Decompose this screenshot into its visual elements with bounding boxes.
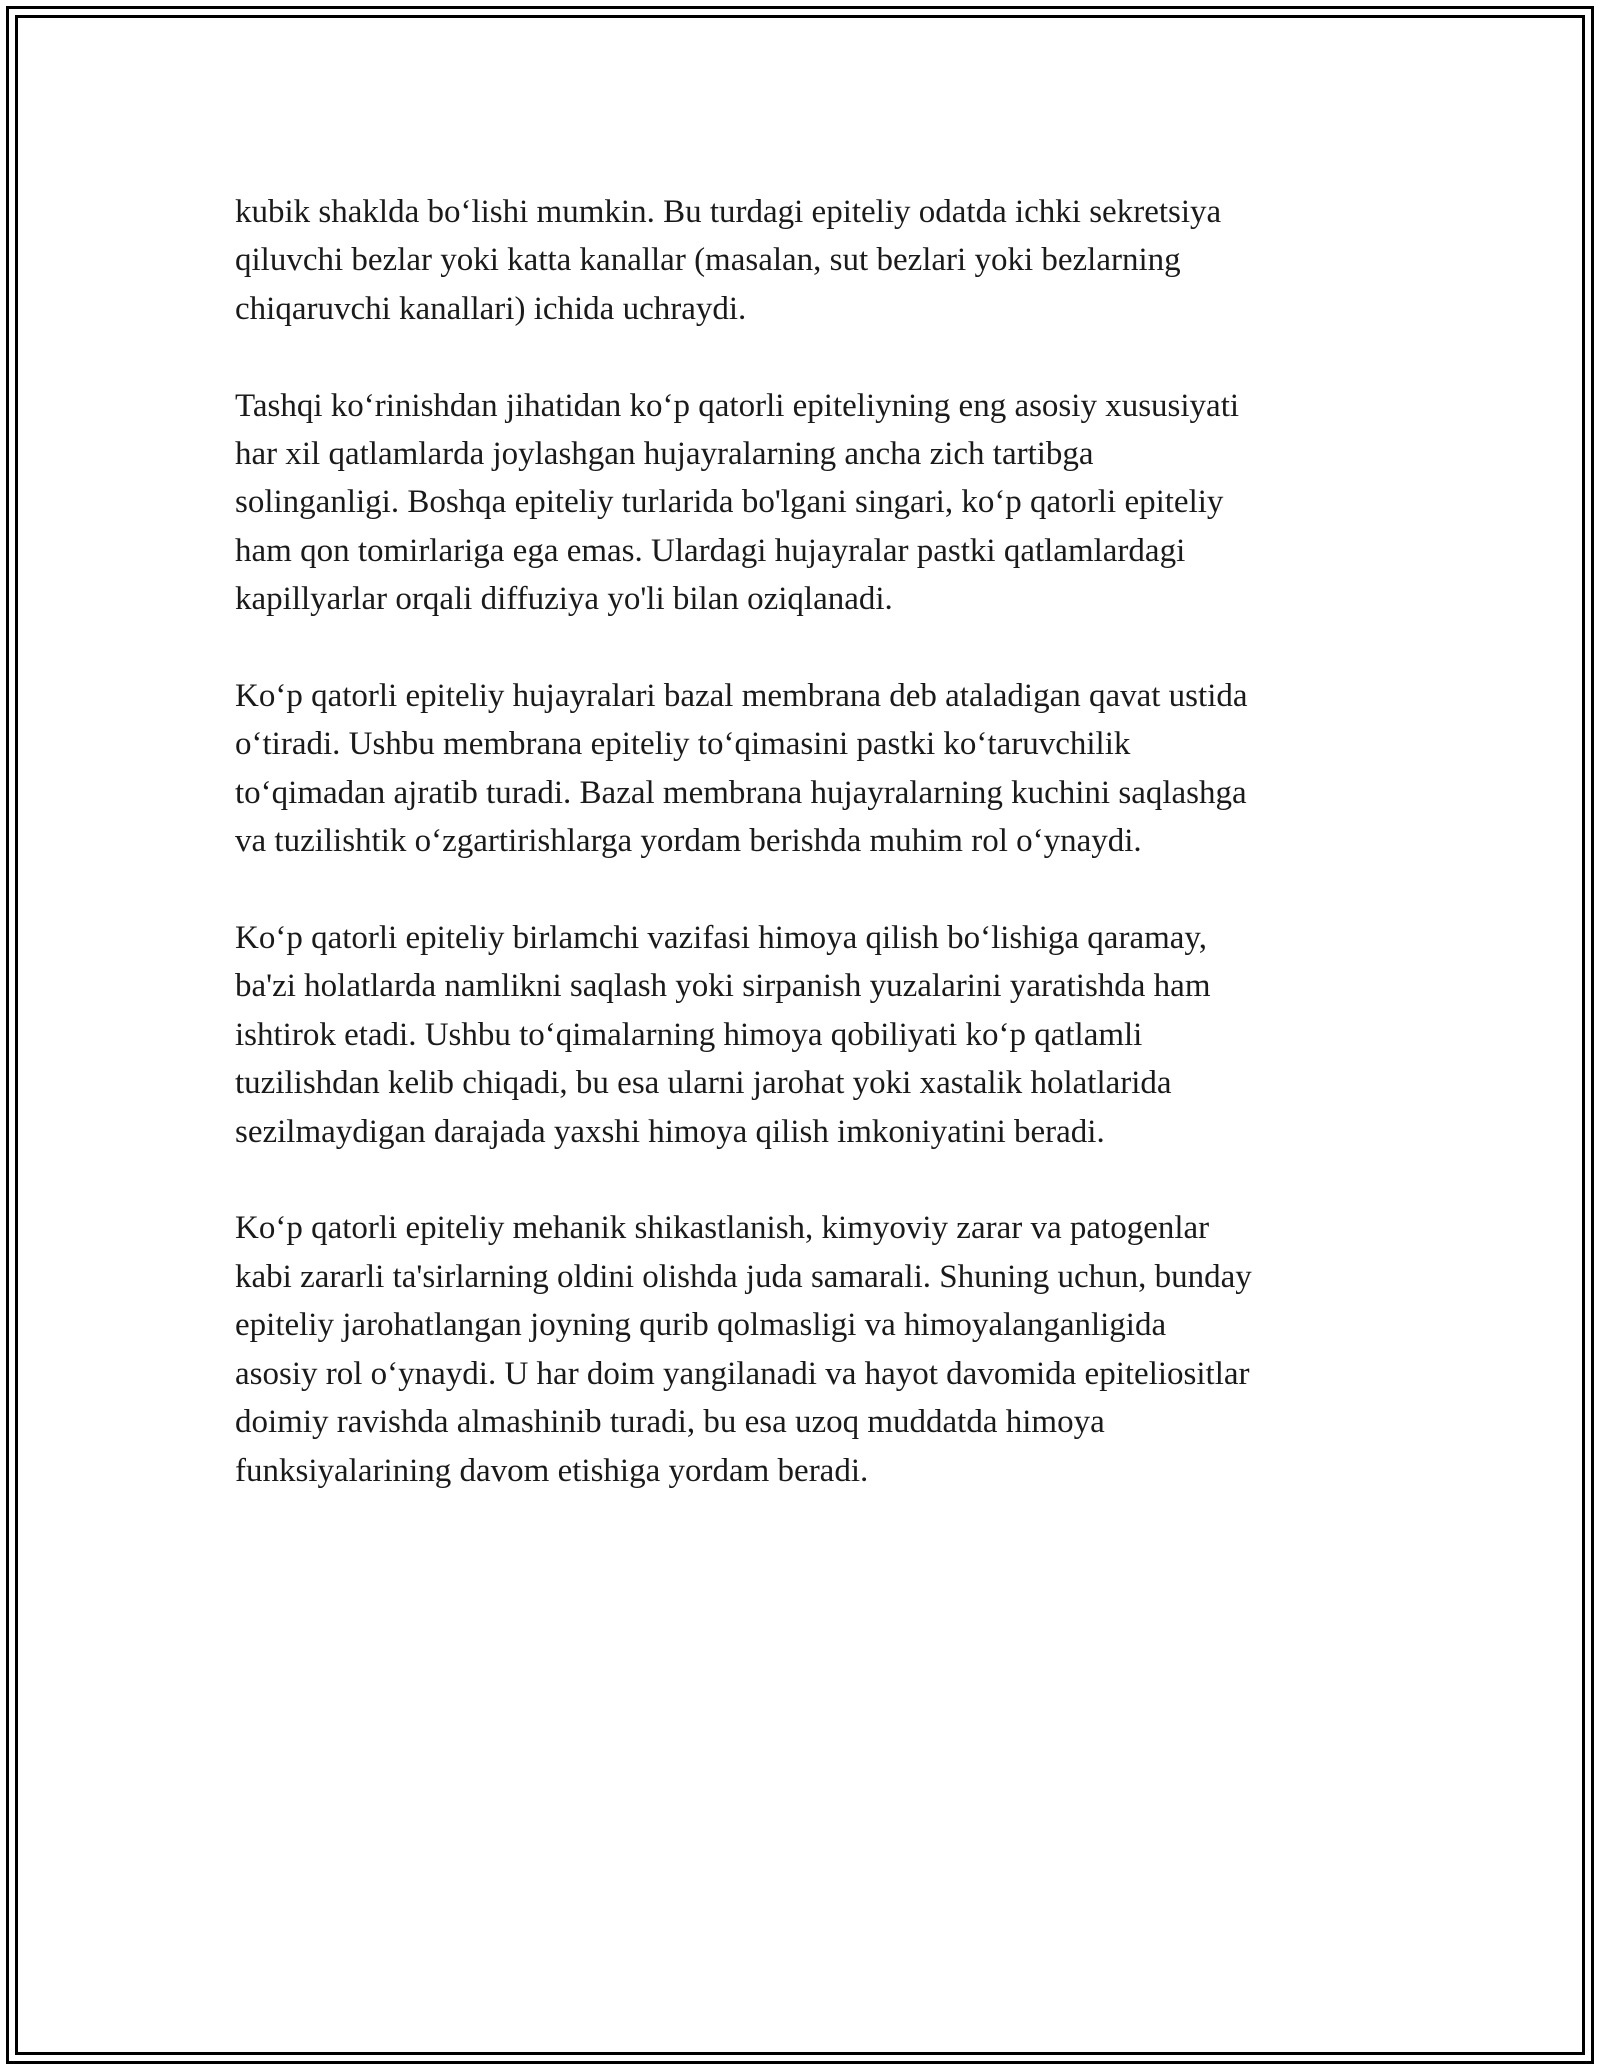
document-body [235,188,1395,1543]
paragraph-4: Ko‘p qatorli epiteliy birlamchi vazifasi himoya qilish bo‘lishiga qaramay, ba'zi holatlarda namlikni saqlash yoki sirpanish yuzalarini yaratishda ham ishtirok etadi. Ushbu to‘qimalarning himoya qobiliyati ko‘p qatlamli tuzilishdan kelib chiqadi, bu esa ularni jarohat yoki xastalik holatlarida sezilmaydigan darajada yaxshi himoya qilish imkoniyatini beradi. [235,920,1211,1150]
paragraph-5: Ko‘p qatorli epiteliy mehanik shikastlanish, kimyoviy zarar va patogenlar kabi zararli ta'sirlarning oldini olishda juda samarali. Shuning uchun, bunday epiteliy jarohatlangan joyning qurib qolmasligi va himoyalanganligida asosiy rol o‘ynaydi. U har doim yangilanadi va hayot davomida epiteliositlar doimiy ravishda almashinib turadi, bu esa uzoq muddatda himoya funksiyalarining davom etishiga yordam beradi. [235,1210,1252,1489]
paragraph-1: kubik shaklda bo‘lishi mumkin. Bu turdagi epiteliy odatda ichki sekretsiya qiluvchi bezlar yoki katta kanallar (masalan, sut bezlari yoki bezlarning chiqaruvchi kanallari) ichida uchraydi. [235,194,1222,327]
paragraph-2: Tashqi ko‘rinishdan jihatidan ko‘p qatorli epiteliyning eng asosiy xususiyati har xil qatlamlarda joylashgan hujayralarning ancha zich tartibga solinganligi. Boshqa epiteliy turlarida bo'lgani singari, ko‘p qatorli epiteliy ham qon tomirlariga ega emas. Ulardagi hujayralar pastki qatlamlardagi kapillyarlar orqali diffuziya yo'li bilan oziqlanadi. [235,387,1240,618]
paragraph-3: Ko‘p qatorli epiteliy hujayralari bazal membrana deb ataladigan qavat ustida o‘tiradi. Ushbu membrana epiteliy to‘qimasini pastki ko‘taruvchilik to‘qimadan ajratib turadi. Bazal membrana hujayralarning kuchini saqlashga va tuzilishtik o‘zgartirishlarga yordam berishda muhim rol o‘ynaydi. [235,678,1248,860]
